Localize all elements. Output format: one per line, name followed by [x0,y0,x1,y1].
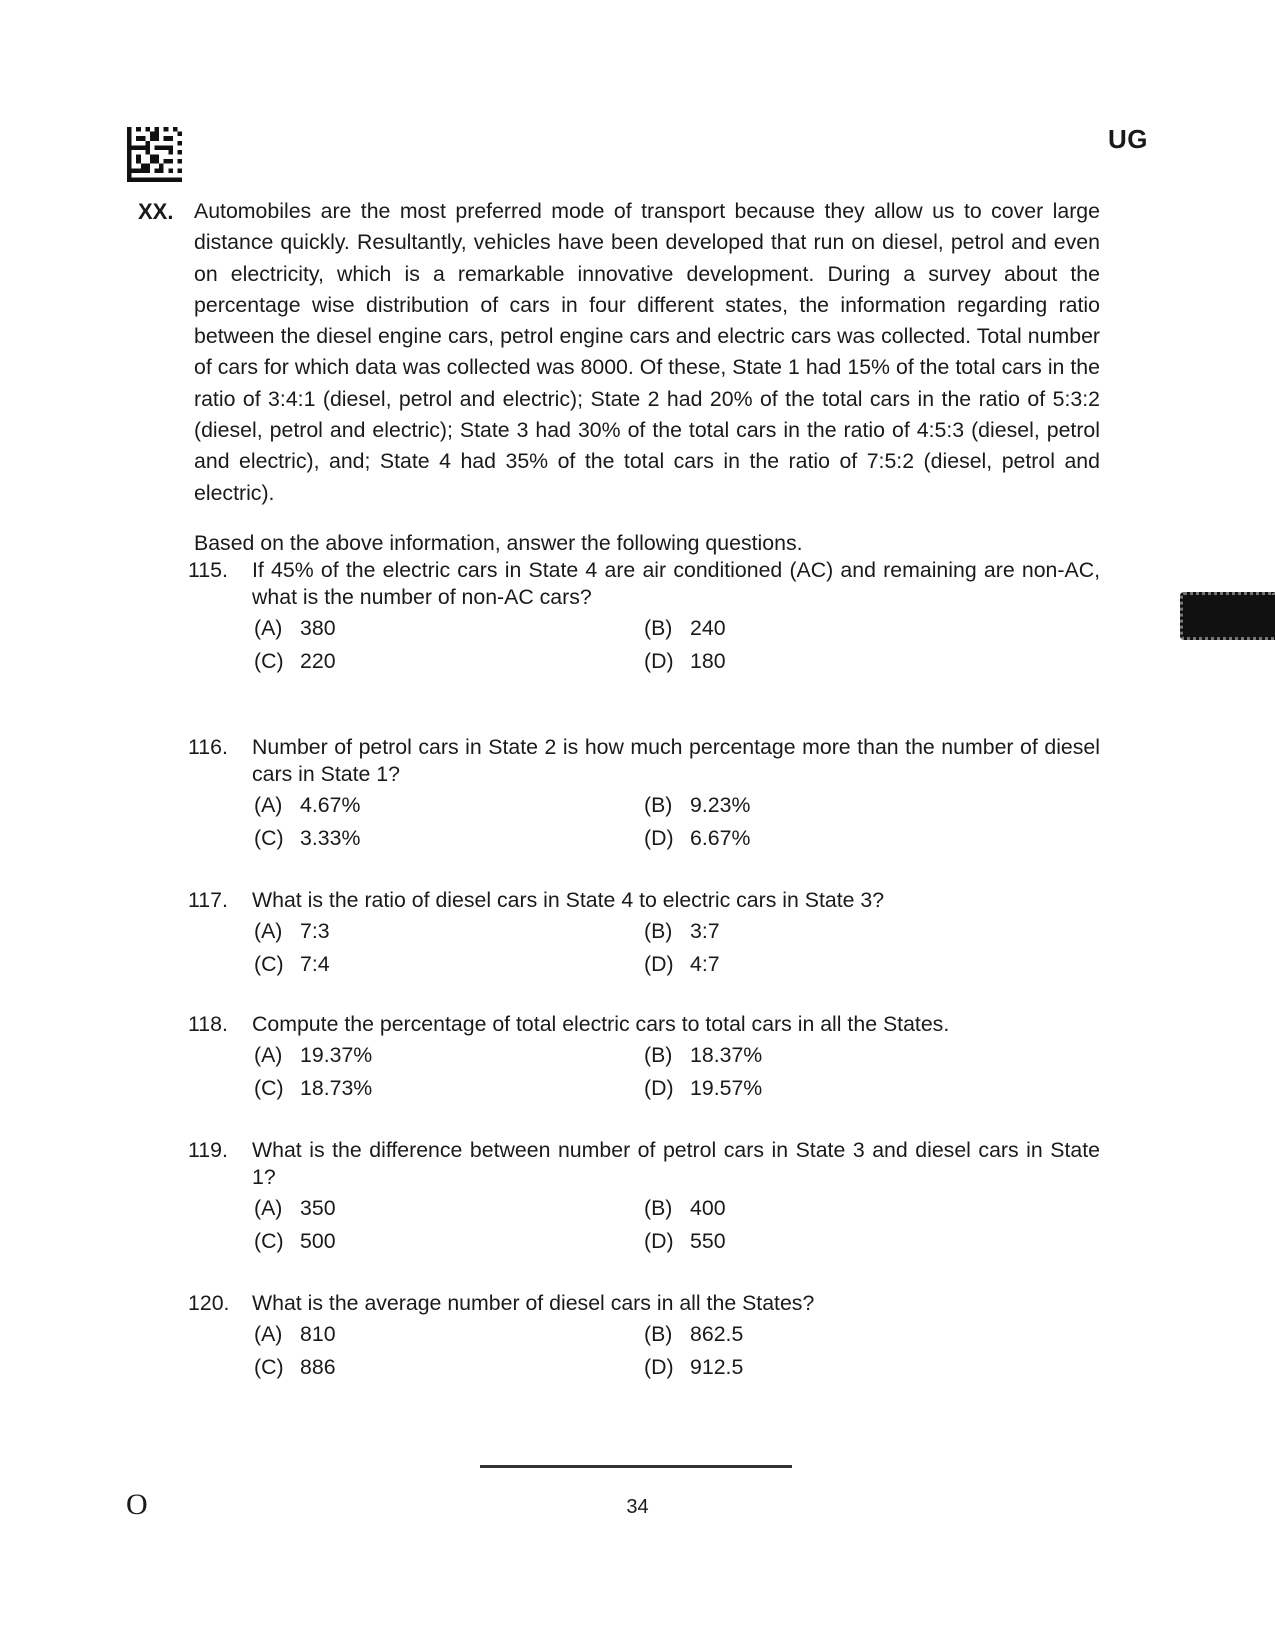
end-divider [480,1465,792,1468]
option-a[interactable]: (A) 4.67% [254,793,361,817]
option-a[interactable]: (A) 380 [254,616,336,640]
option-c[interactable]: (C) 500 [254,1229,336,1253]
answer-options [254,1042,1100,1104]
answer-options [254,918,1100,980]
question-117 [188,887,1100,980]
question-118 [188,1011,1100,1104]
question-115 [188,557,1100,677]
option-b[interactable]: (B) 240 [644,616,726,640]
question-text: What is the difference between number of petrol cars in State 3 and diesel cars in State 1? [252,1138,1100,1189]
option-d[interactable]: (D) 4:7 [644,952,720,976]
option-c[interactable]: (C) 220 [254,649,336,673]
passage [138,196,1100,509]
question-text: What is the ratio of diesel cars in State 4 to electric cars in State 3? [252,888,885,912]
option-c[interactable]: (C) 18.73% [254,1076,373,1100]
answer-options [254,615,1100,677]
answer-options [254,792,1100,854]
question-text: Number of petrol cars in State 2 is how much percentage more than the number of diesel cars in State 1? [252,735,1100,786]
answer-options [254,1321,1100,1383]
page-number: 34 [626,1496,649,1518]
answer-options [254,1195,1100,1257]
option-a[interactable]: (A) 350 [254,1196,336,1220]
option-d[interactable]: (D) 19.57% [644,1076,763,1100]
qr-code-icon [127,127,182,182]
option-d[interactable]: (D) 180 [644,649,726,673]
question-number: 117. [188,888,228,912]
question-119 [188,1137,1100,1257]
question-number: 120. [188,1291,230,1315]
option-b[interactable]: (B) 400 [644,1196,726,1220]
option-a[interactable]: (A) 810 [254,1322,336,1346]
option-b[interactable]: (B) 3:7 [644,919,720,943]
question-number: 119. [188,1138,228,1162]
question-text: If 45% of the electric cars in State 4 are air conditioned (AC) and remaining are non-AC, what is the number of non-AC cars? [252,558,1100,609]
question-number: 118. [188,1012,228,1036]
option-b[interactable]: (B) 862.5 [644,1322,744,1346]
passage-label: XX. [138,199,174,224]
side-index-tab [1180,592,1275,640]
question-text: What is the average number of diesel cars in all the States? [252,1291,815,1315]
option-c[interactable]: (C) 886 [254,1355,336,1379]
question-116 [188,734,1100,854]
question-120 [188,1290,1100,1383]
option-d[interactable]: (D) 550 [644,1229,726,1253]
option-c[interactable]: (C) 7:4 [254,952,330,976]
option-b[interactable]: (B) 18.37% [644,1043,763,1067]
option-a[interactable]: (A) 7:3 [254,919,330,943]
option-a[interactable]: (A) 19.37% [254,1043,373,1067]
option-b[interactable]: (B) 9.23% [644,793,751,817]
instruction-text: Based on the above information, answer the following questions. [194,531,803,555]
option-c[interactable]: (C) 3.33% [254,826,361,850]
passage-text: Automobiles are the most preferred mode of transport because they allow us to cover large distance quickly. Resultantly, vehicles have been developed that run on diesel, petrol and even on electricity, which is a remarkable innovative development. During a survey about the percentage wise distribution of cars in four different states, the information regarding ratio between the diesel engine cars, petrol engine cars and electric cars was collected. Total number of cars for which data was collected was 8000. Of these, State 1 had 15% of the total cars in the ratio of 3:4:1 (diesel, petrol and electric); State 2 had 20% of the total cars in the ratio of 5:3:2 (diesel, petrol and electric); State 3 had 30% of the total cars in the ratio of 4:5:3 (diesel, petrol and electric), and; State 4 had 35% of the total cars in the ratio of 7:5:2 (diesel, petrol and electric). [194,199,1100,505]
question-number: 115. [188,558,228,582]
option-d[interactable]: (D) 912.5 [644,1355,744,1379]
question-number: 116. [188,735,228,759]
option-d[interactable]: (D) 6.67% [644,826,751,850]
paper-code: UG [1108,124,1148,154]
booklet-series-mark: O [126,1488,148,1521]
question-text: Compute the percentage of total electric cars to total cars in all the States. [252,1012,950,1036]
